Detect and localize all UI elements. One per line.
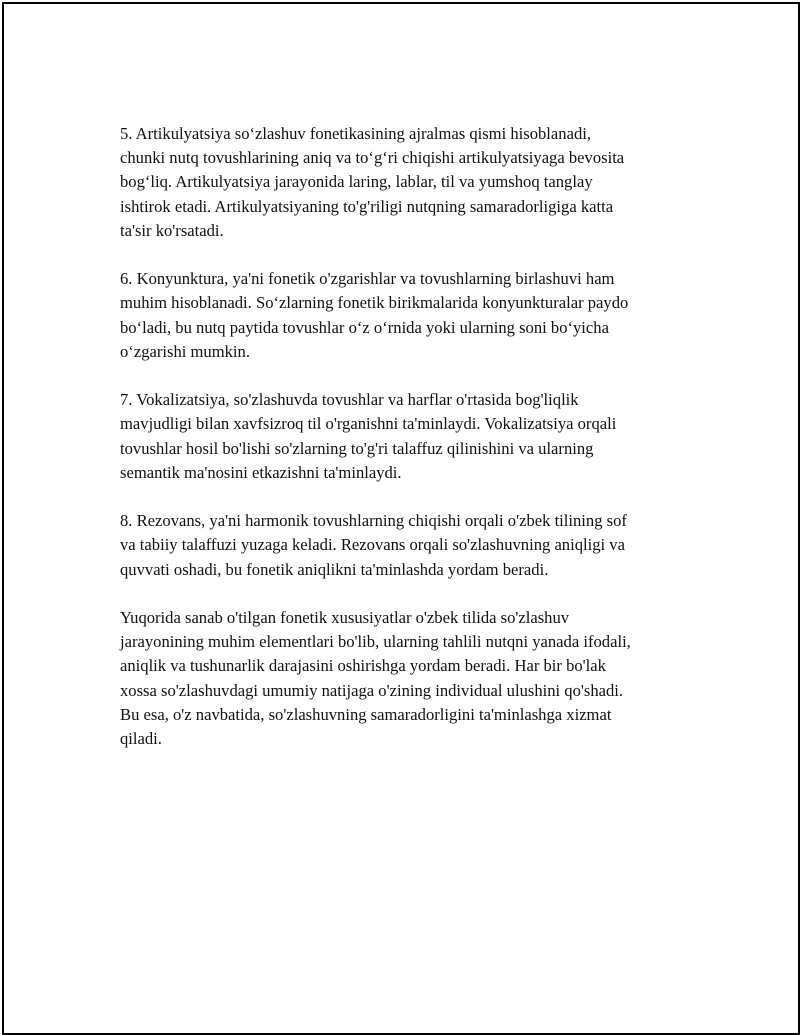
paragraph-resonance: 8. Rezovans, ya'ni harmonik tovushlarning chiqishi orqali o'zbek tilining sof va tabiiy talaffuzi yuzaga keladi. Rezovans orqali so'zlashuvning aniqligi va quvvati oshadi, bu fonetik aniqlikni ta'minlashda yordam beradi. — [120, 511, 627, 579]
paragraph-conjuncture: 6. Konyunktura, ya'ni fonetik o'zgarishlar va tovushlarning birlashuvi ham muhim hisoblanadi. So‘zlarning fonetik birikmalarida konyunkturalar paydo bo‘ladi, bu nutq paytida tovushlar o‘z o‘rnida yoki ularning soni bo‘yicha o‘zgarishi mumkin. — [120, 269, 629, 361]
document-page — [2, 2, 800, 1035]
document-body — [120, 122, 700, 751]
paragraph-articulation: 5. Artikulyatsiya so‘zlashuv fonetikasining ajralmas qismi hisoblanadi, chunki nutq tovushlarining aniq va to‘g‘ri chiqishi artikulyatsiyaga bevosita bog‘liq. Artikulyatsiya jarayonida laring, lablar, til va yumshoq tanglay ishtirok etadi. Artikulyatsiyaning to'g'riligi nutqning samaradorligiga katta ta'sir ko'rsatadi. — [120, 124, 625, 240]
paragraph-vocalization: 7. Vokalizatsiya, so'zlashuvda tovushlar va harflar o'rtasida bog'liqlik mavjudligi bilan xavfsizroq til o'rganishni ta'minlaydi. Vokalizatsiya orqali tovushlar hosil bo'lishi so'zlarning to'g'ri talaffuz qilinishini va ularning semantik ma'nosini etkazishni ta'minlaydi. — [120, 390, 617, 482]
paragraph-conclusion: Yuqorida sanab o'tilgan fonetik xususiyatlar o'zbek tilida so'zlashuv jarayonining muhim elementlari bo'lib, ularning tahlili nutqni yanada ifodali, aniqlik va tushunarlik darajasini oshirishga yordam beradi. Har bir bo'lak xossa so'zlashuvdagi umumiy natijaga o'zining individual ulushini qo'shadi. Bu esa, o'z navbatida, so'zlashuvning samaradorligini ta'minlashga xizmat qiladi. — [120, 608, 631, 749]
